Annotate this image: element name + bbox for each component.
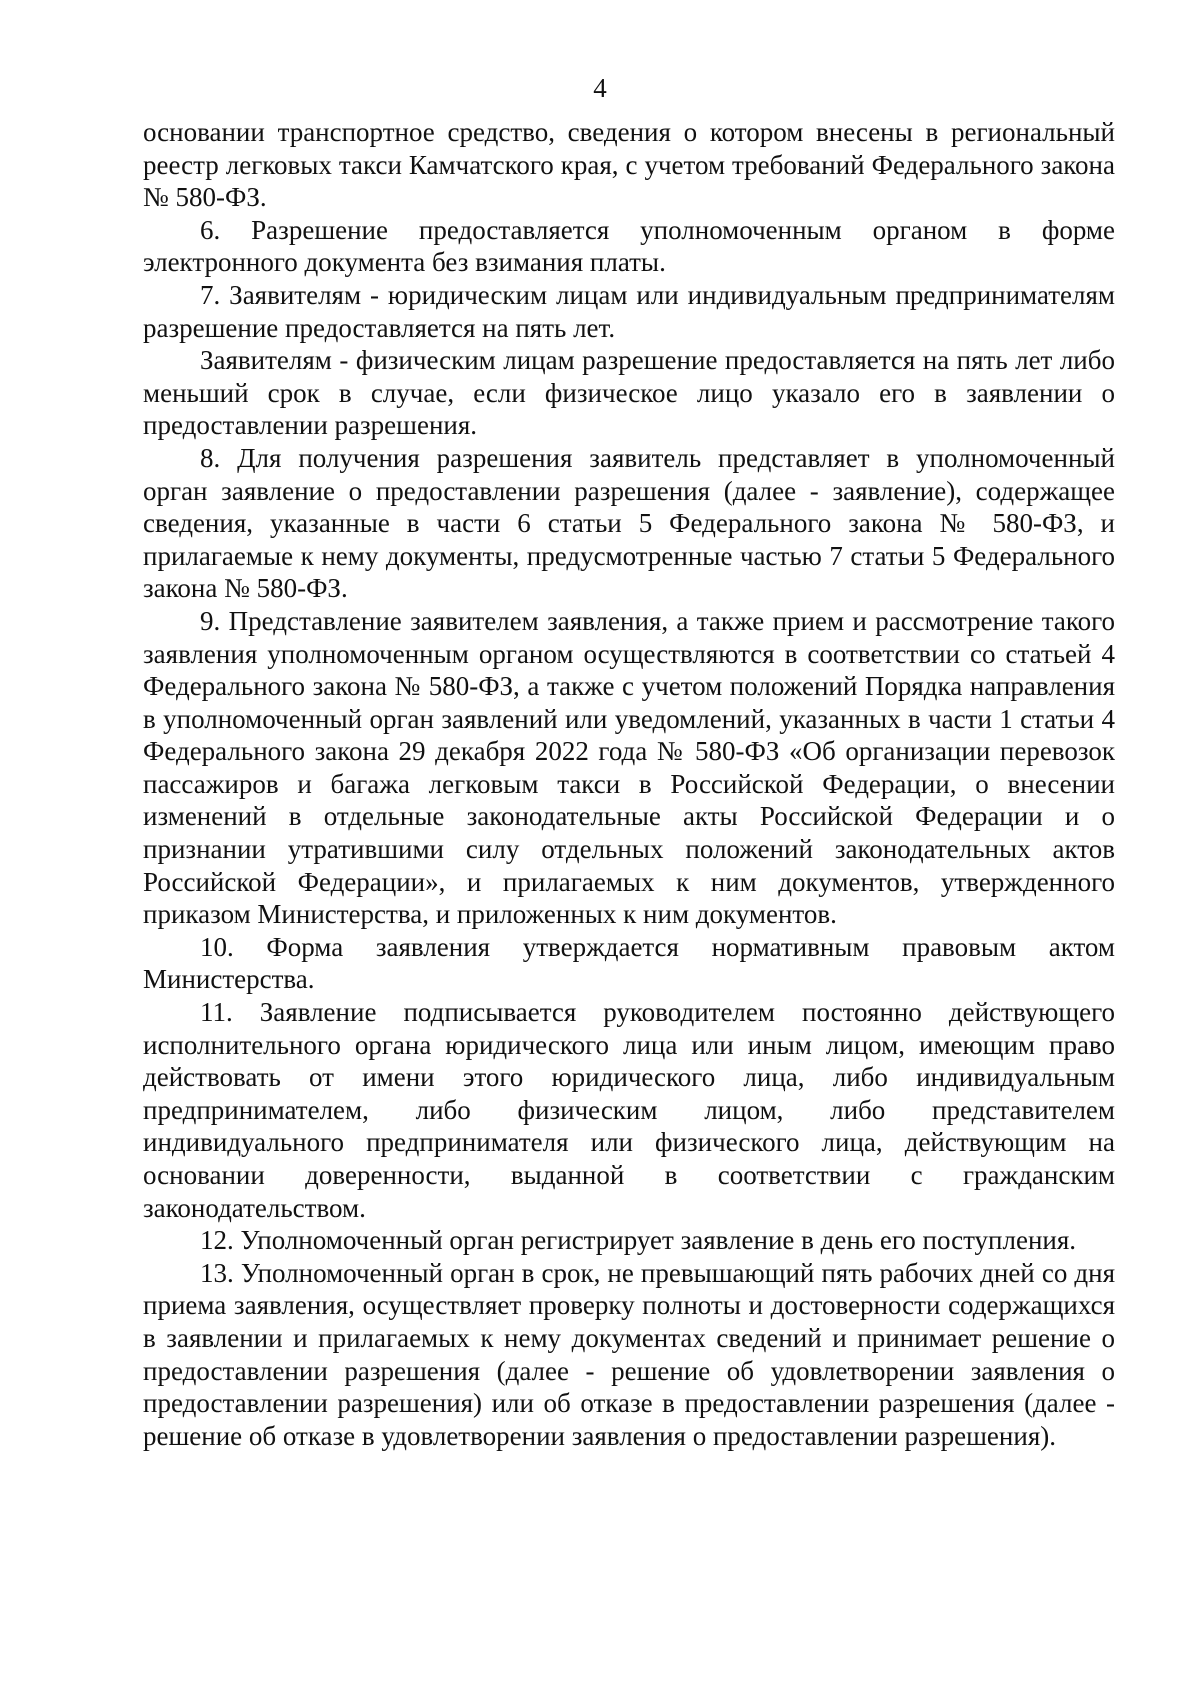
document-body	[143, 116, 1115, 1452]
paragraph-item-7: 7. Заявителям - юридическим лицам или индивидуальным предпринимателям разрешение предоставляется на пять лет.	[143, 279, 1115, 343]
page-number: 4	[593, 73, 607, 103]
paragraph-item-8: 8. Для получения разрешения заявитель представляет в уполномоченный орган заявление о предоставлении разрешения (далее - заявление), содержащее сведения, указанные в части 6 статьи 5 Федерального закона № 580-ФЗ, и прилагаемые к нему документы, предусмотренные частью 7 статьи 5 Федерального закона № 580-ФЗ.	[143, 442, 1115, 604]
paragraph-item-10: 10. Форма заявления утверждается нормативным правовым актом Министерства.	[143, 931, 1115, 995]
paragraph-item-13: 13. Уполномоченный орган в срок, не превышающий пять рабочих дней со дня приема заявления, осуществляет проверку полноты и достоверности содержащихся в заявлении и прилагаемых к нему документах сведений и принимает решение о предоставлении разрешения (далее - решение об удовлетворении заявления о предоставлении разрешения) или об отказе в предоставлении разрешения (далее - решение об отказе в удовлетворении заявления о предоставлении разрешения).	[143, 1257, 1115, 1451]
paragraph-item-11: 11. Заявление подписывается руководителем постоянно действующего исполнительного органа юридического лица или иным лицом, имеющим право действовать от имени этого юридического лица, либо индивидуальным предпринимателем, либо физическим лицом, либо представителем индивидуального предпринимателя или физического лица, действующим на основании доверенности, выданной в соответствии с гражданским законодательством.	[143, 997, 1115, 1223]
paragraph-item-7-individuals: Заявителям - физическим лицам разрешение предоставляется на пять лет либо меньший срок в случае, если физическое лицо указало его в заявлении о предоставлении разрешения.	[143, 345, 1115, 441]
paragraph-item-6: 6. Разрешение предоставляется уполномоченным органом в форме электронного документа без взимания платы.	[143, 214, 1115, 278]
paragraph-item-9: 9. Представление заявителем заявления, а также прием и рассмотрение такого заявления уполномоченным органом осуществляются в соответствии со статьей 4 Федерального закона № 580-ФЗ, а также с учетом положений Порядка направления в уполномоченный орган заявлений или уведомлений, указанных в части 1 статьи 4 Федерального закона 29 декабря 2022 года № 580-ФЗ «Об организации перевозок пассажиров и багажа легковым такси в Российской Федерации, о внесении изменений в отдельные законодательные акты Российской Федерации и о признании утратившими силу отдельных положений законодательных актов Российской Федерации», и прилагаемых к ним документов, утвержденного приказом Министерства, и приложенных к ним документов.	[143, 605, 1115, 930]
paragraph-continuation: основании транспортное средство, сведения о котором внесены в региональный реестр легковых такси Камчатского края, с учетом требований Федерального закона № 580-ФЗ.	[143, 117, 1115, 213]
paragraph-item-12: 12. Уполномоченный орган регистрирует заявление в день его поступления.	[200, 1225, 1077, 1256]
